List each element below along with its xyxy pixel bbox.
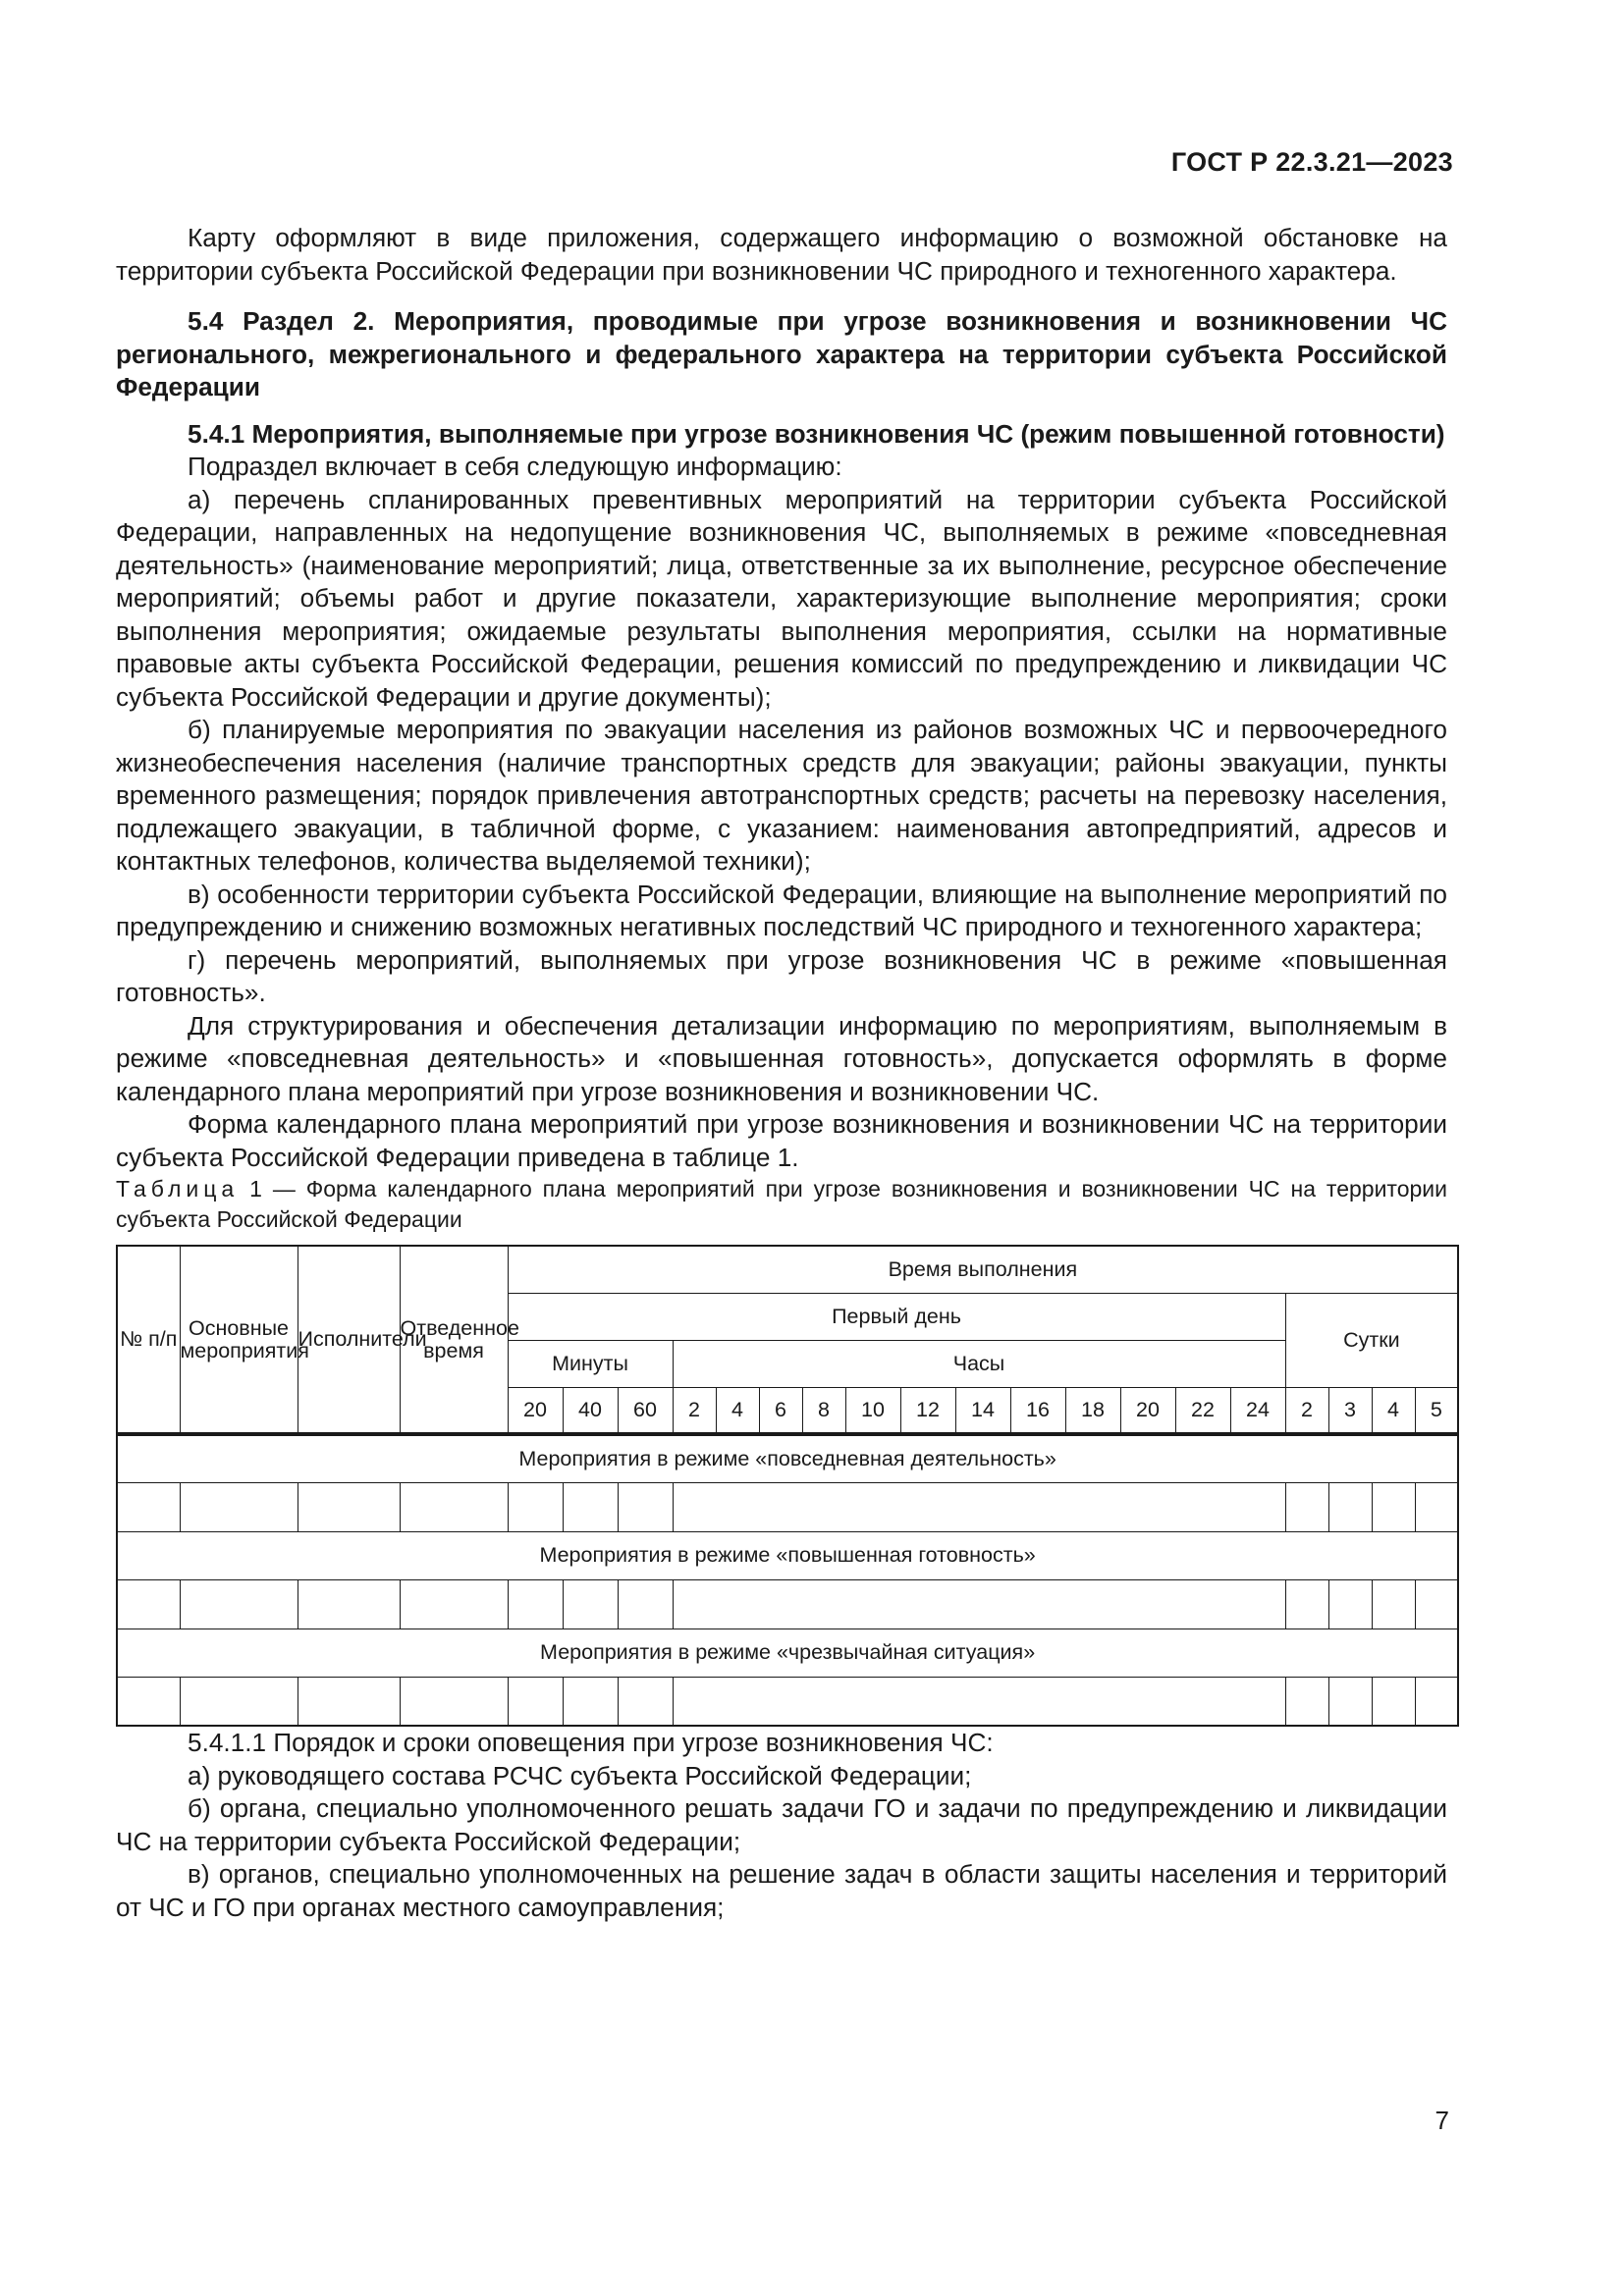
col-header-number: № п/п <box>117 1246 180 1434</box>
table-cell <box>298 1579 400 1629</box>
hour-tick: 18 <box>1065 1387 1120 1434</box>
hour-tick: 2 <box>673 1387 716 1434</box>
table-cell <box>1285 1677 1328 1726</box>
table-cell <box>180 1579 298 1629</box>
col-header-minutes: Минуты <box>508 1340 673 1387</box>
table-cell <box>298 1677 400 1726</box>
notify-item-a: а) руководящего состава РСЧС субъекта Российской Федерации; <box>188 1760 972 1790</box>
table-cell <box>563 1579 618 1629</box>
section-label: Мероприятия в режиме «повышенная готовность» <box>117 1531 1458 1579</box>
table-cell <box>298 1482 400 1531</box>
table-cell <box>673 1677 1285 1726</box>
hour-tick: 10 <box>845 1387 900 1434</box>
table-cell <box>180 1482 298 1531</box>
table-cell <box>1285 1579 1328 1629</box>
section-row-emergency <box>117 1629 1458 1677</box>
hour-tick: 8 <box>802 1387 845 1434</box>
table-cell <box>117 1579 180 1629</box>
table-row-empty <box>117 1677 1458 1726</box>
table-caption-label: Таблица <box>116 1176 240 1201</box>
hour-tick: 14 <box>955 1387 1010 1434</box>
list-item-a: а) перечень спланированных превентивных мероприятий на территории субъекта Российской Федерации, направленных на недопущение возникновения ЧС, выполняемых в режиме «повседневная деятельность» (наименование мероприятий; лица, ответственные за их выполнение, ресурсное обеспечение мероприятий; объемы работ и другие показатели, характеризующие выполнение мероприятия; сроки выполнения мероприятия; ожидаемые результаты выполнения мероприятия, ссылки на нормативные правовые акты субъекта Российской Федерации, решения комиссий по предупреждению и ликвидации ЧС субъекта Российской Федерации и другие документы); <box>116 484 1447 712</box>
notify-item-b: б) органа, специально уполномоченного решать задачи ГО и задачи по предупреждению и ликвидации ЧС на территории субъекта Российской Федерации; <box>116 1793 1447 1856</box>
calendar-plan-table <box>116 1245 1459 1727</box>
table-cell <box>1415 1482 1458 1531</box>
table-caption <box>116 1174 1447 1235</box>
paragraph-5-4-1-1: 5.4.1.1 Порядок и сроки оповещения при угрозе возникновения ЧС: <box>188 1728 994 1757</box>
table-cell <box>563 1677 618 1726</box>
table-cell <box>1415 1579 1458 1629</box>
table-cell <box>618 1579 673 1629</box>
table-cell <box>400 1482 508 1531</box>
table-cell <box>1372 1579 1415 1629</box>
table-header-row-1 <box>117 1246 1458 1293</box>
col-header-execution-time: Время выполнения <box>508 1246 1458 1293</box>
table-cell <box>117 1482 180 1531</box>
notify-item-v: в) органов, специально уполномоченных на решение задач в области защиты населения и территорий от ЧС и ГО при органах местного самоуправления; <box>116 1859 1447 1922</box>
document-id-header: ГОСТ Р 22.3.21—2023 <box>1170 147 1453 177</box>
table-cell <box>673 1482 1285 1531</box>
hour-tick: 6 <box>759 1387 802 1434</box>
hour-tick: 16 <box>1010 1387 1065 1434</box>
table-caption-text: 1 — Форма календарного плана мероприятий при угрозе возникновения и возникновении ЧС на территории субъекта Российской Федерации <box>116 1176 1447 1232</box>
col-header-main-activities: Основные мероприятия <box>180 1246 298 1434</box>
table-cell <box>508 1482 563 1531</box>
paragraph-form: Форма календарного плана мероприятий при угрозе возникновения и возникновении ЧС на территории субъекта Российской Федерации приведена в таблице 1. <box>116 1109 1447 1172</box>
day-tick: 5 <box>1415 1387 1458 1434</box>
paragraph-intro: Карту оформляют в виде приложения, содержащего информацию о возможной обстановке на территории субъекта Российской Федерации при возникновении ЧС природного и техногенного характера. <box>116 223 1447 286</box>
table-cell <box>1328 1482 1372 1531</box>
table-row-empty <box>117 1579 1458 1629</box>
minute-tick: 20 <box>508 1387 563 1434</box>
table-cell <box>508 1579 563 1629</box>
hour-tick: 22 <box>1175 1387 1230 1434</box>
table-cell <box>180 1677 298 1726</box>
table-cell <box>400 1579 508 1629</box>
table-cell <box>508 1677 563 1726</box>
hour-tick: 12 <box>900 1387 955 1434</box>
col-header-allotted-time: Отведенное время <box>400 1246 508 1434</box>
day-tick: 3 <box>1328 1387 1372 1434</box>
section-row-high-alert <box>117 1531 1458 1579</box>
minute-tick: 40 <box>563 1387 618 1434</box>
section-row-daily <box>117 1434 1458 1482</box>
paragraph-structuring: Для структурирования и обеспечения детализации информацию по мероприятиям, выполняемым в режиме «повседневная деятельность» и «повышенная готовность», допускается оформлять в форме календарного плана мероприятий при угрозе возникновения и возникновении ЧС. <box>116 1010 1447 1106</box>
table-cell <box>563 1482 618 1531</box>
table-cell <box>1328 1579 1372 1629</box>
hour-tick: 24 <box>1230 1387 1285 1434</box>
col-header-hours: Часы <box>673 1340 1285 1387</box>
heading-5-4: 5.4 Раздел 2. Мероприятия, проводимые при угрозе возникновения и возникновении ЧС регионального, межрегионального и федерального характера на территории субъекта Российской Федерации <box>116 306 1447 401</box>
table-cell <box>400 1677 508 1726</box>
paragraph-includes: Подраздел включает в себя следующую информацию: <box>188 452 842 481</box>
col-header-days: Сутки <box>1285 1293 1458 1387</box>
section-label: Мероприятия в режиме «чрезвычайная ситуация» <box>117 1629 1458 1677</box>
table-cell <box>673 1579 1285 1629</box>
table-cell <box>1415 1677 1458 1726</box>
table-cell <box>1372 1482 1415 1531</box>
page-number: 7 <box>1435 2106 1449 2135</box>
table-cell <box>1328 1677 1372 1726</box>
day-tick: 2 <box>1285 1387 1328 1434</box>
minute-tick: 60 <box>618 1387 673 1434</box>
heading-5-4-1: 5.4.1 Мероприятия, выполняемые при угрозе возникновения ЧС (режим повышенной готовности) <box>188 418 1445 449</box>
table-cell <box>618 1482 673 1531</box>
list-item-b: б) планируемые мероприятия по эвакуации населения из районов возможных ЧС и первоочередного жизнеобеспечения населения (наличие транспортных средств для эвакуации; районы эвакуации, пункты временного размещения; порядок привлечения автотранспортных средств; расчеты на перевозку населения, подлежащего эвакуации, в табличной форме, с указанием: наименования автопредприятий, адресов и контактных телефонов, количества выделяемой техники); <box>116 715 1447 876</box>
day-tick: 4 <box>1372 1387 1415 1434</box>
table-cell <box>117 1677 180 1726</box>
col-header-executors: Исполнители <box>298 1246 400 1434</box>
hour-tick: 4 <box>716 1387 759 1434</box>
table-cell <box>1285 1482 1328 1531</box>
col-header-first-day: Первый день <box>508 1293 1285 1340</box>
table-row-empty <box>117 1482 1458 1531</box>
table-cell <box>618 1677 673 1726</box>
table-cell <box>1372 1677 1415 1726</box>
list-item-v: в) особенности территории субъекта Российской Федерации, влияющие на выполнение мероприятий по предупреждению и снижению возможных негативных последствий ЧС природного и техногенного характера; <box>116 879 1447 941</box>
section-label: Мероприятия в режиме «повседневная деятельность» <box>117 1434 1458 1482</box>
hour-tick: 20 <box>1120 1387 1175 1434</box>
page-content <box>116 222 1447 1924</box>
list-item-g: г) перечень мероприятий, выполняемых при угрозе возникновения ЧС в режиме «повышенная готовность». <box>116 944 1447 1007</box>
